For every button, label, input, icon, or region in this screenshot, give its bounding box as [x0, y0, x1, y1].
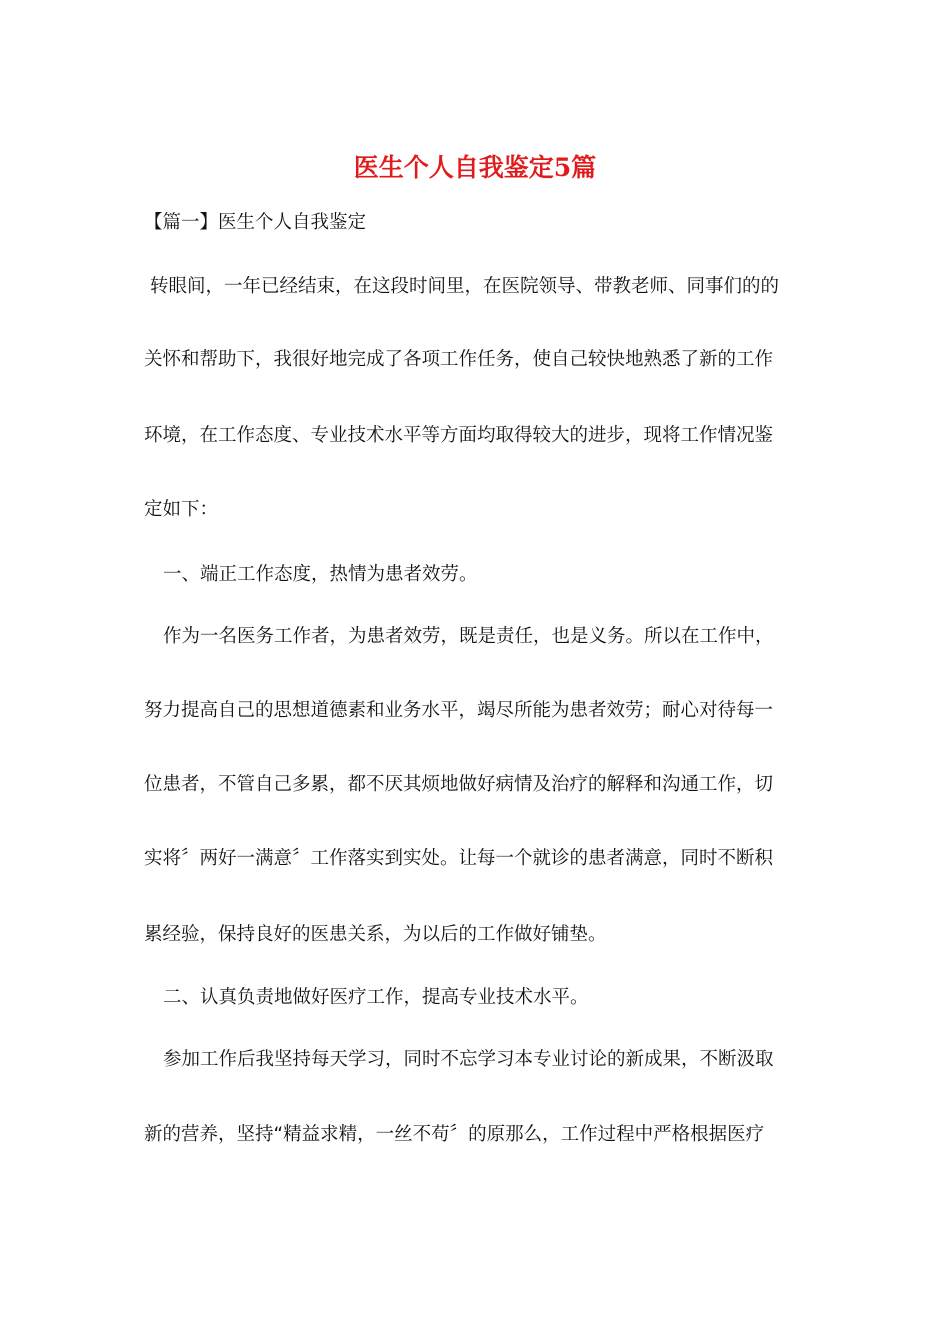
paragraph-line: 新的营养，坚持“精益求精，一丝不苟〞的原那么，工作过程中严格根据医疗 — [144, 1124, 765, 1145]
paragraph-line: 作为一名医务工作者，为患者效劳，既是责任，也是义务。所以在工作中， — [163, 626, 774, 647]
paragraph-line: 参加工作后我坚持每天学习，同时不忘学习本专业讨论的新成果，不断汲取 — [163, 1049, 774, 1070]
paragraph-line: 累经验，保持良好的医患关系，为以后的工作做好铺垫。 — [144, 924, 607, 945]
paragraph-line: 定如下： — [144, 499, 219, 520]
subsection-heading: 二、认真负责地做好医疗工作，提高专业技术水平。 — [163, 987, 589, 1008]
document-title: 医生个人自我鉴定5篇 — [353, 153, 597, 182]
paragraph-line: 努力提高自己的思想道德素和业务水平，竭尽所能为患者效劳；耐心对待每一 — [144, 700, 774, 721]
paragraph-line: 实将〞两好一满意〞工作落实到实处。让每一个就诊的患者满意，同时不断积 — [144, 848, 774, 869]
paragraph-line: 环境，在工作态度、专业技术水平等方面均取得较大的进步，现将工作情况鉴 — [144, 425, 774, 446]
paragraph-line: 关怀和帮助下，我很好地完成了各项工作任务，使自己较快地熟悉了新的工作 — [144, 349, 774, 370]
paragraph-line: 位患者，不管自己多累，都不厌其烦地做好病情及治疗的解释和沟通工作，切 — [144, 774, 774, 795]
subsection-heading: 一、端正工作态度，热情为患者效劳。 — [163, 564, 478, 585]
section-heading: 【篇一】医生个人自我鉴定 — [144, 212, 367, 233]
paragraph-line: 转眼间，一年已经结束，在这段时间里，在医院领导、带教老师、同事们的的 — [150, 276, 780, 297]
